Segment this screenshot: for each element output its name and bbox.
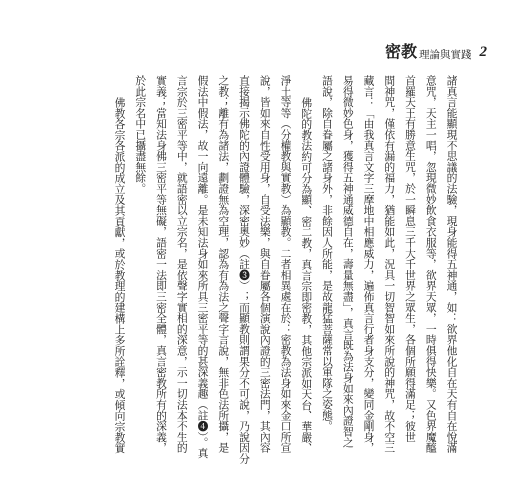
text-column: 言宗於三密平等中，就語密以立宗名，是依聲字實相的深意，示一切法本不生的 [175,75,189,453]
text-column: 諸真言能顯現不思議的法驗，現身能得五神通，如：欲界他化自在天有自在悅滿 [445,75,459,453]
text-column: 間神咒，僅依有漏的福力，猶能如此，況具一切智智如來所說的神咒，故不空三 [383,75,397,453]
text-column: 於此宗名中已攝盡無餘。 [134,75,148,194]
text-column: 之教；離有為諸法，劃證無為空理，認為有為法之聲字言說，無非色法所攝，是 [217,75,231,453]
text-column: 意咒，天主一唱，忽現微妙飲食衣服等，欲界天眾，一時俱得快樂。又色界魔醯 [424,75,438,453]
text-column: 實義；當知法身佛三密平等無礙，語密一法即三密全體，真言密教所有的深義， [155,75,168,453]
text-column: 語說，除自眷屬之諸身外，非餘因人所能，是故龍猛菩薩常以軍隊之姿態。 [321,75,334,432]
text-column: 直接揭示佛陀的內證體驗，深密奧妙（註❸）；而顯教則謂果分不可說，乃說因分 [238,75,251,464]
running-header-subtitle: 理論與實踐 [419,49,472,61]
text-column: 藏言：「由我真言文字三摩地中相應威力，遍佈真言行者身支分，變同金剛身， [362,75,376,453]
text-column: 淨土等等（分權教與實教）為顯教。二者相異處在於：密教為法身如來金口所宣 [279,75,293,453]
text-column: 說，皆如來自性受用身，自受法樂，與自眷屬各個演說內證的三密法門，其內容 [258,75,272,453]
paragraph-start-column: 佛教各宗各派的成立及其貢獻，或於教理的建構上多所詮釋，或傾向宗教實 [113,96,127,453]
text-column: 首羅天王有勝意生咒，於一瞬息三千大千世界之眾生，各個所願得滿足；彼世 [404,75,417,443]
text-column: 易得微妙色身，獲得五神通威德自在，壽量無盡」，真言既為法身如來內證智之 [341,75,355,448]
page-number: 2 [479,44,488,60]
paragraph-start-column: 佛陀的教法約可分為顯、密二教，真言宗即密教，其他宗派如天台、華嚴、 [300,96,314,453]
text-column: 假法中假法，故一向遠離。是未知法身如來所具三密平等的甚深義趣（註❹）。真 [196,75,210,459]
running-header-title: 密教 [385,42,418,61]
